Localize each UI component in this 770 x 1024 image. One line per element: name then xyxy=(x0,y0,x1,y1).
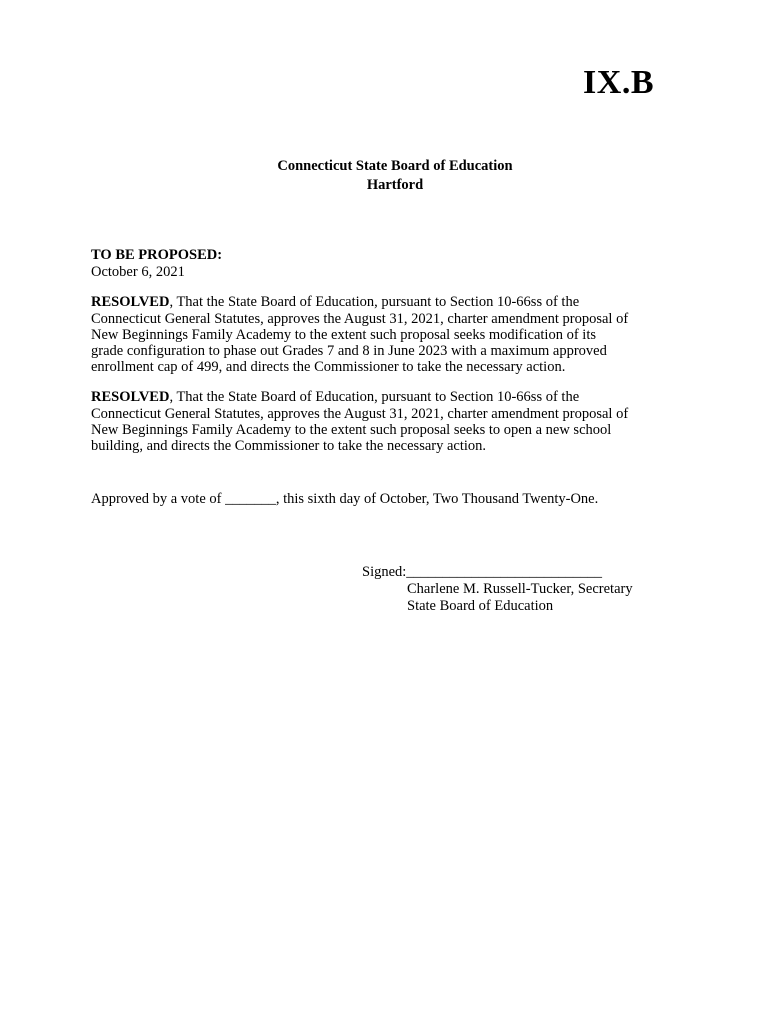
signatory-title: State Board of Education xyxy=(407,598,554,614)
agenda-code: IX.B xyxy=(583,64,654,101)
organization-city: Hartford xyxy=(366,177,424,193)
signatory-name: Charlene M. Russell-Tucker, Secretary xyxy=(407,581,633,597)
resolution-1-line-1: , That the State Board of Education, pursuant to Section 10-66ss of the xyxy=(169,294,580,311)
organization-header xyxy=(0,157,770,195)
organization-name: Connecticut State Board of Education xyxy=(277,158,513,174)
resolution-2-line-1: , That the State Board of Education, pursuant to Section 10-66ss of the xyxy=(169,389,580,406)
resolution-1-line-2: Connecticut General Statutes, approves the August 31, 2021, charter amendment proposal of xyxy=(91,310,629,327)
document-body xyxy=(91,247,671,507)
resolution-1-line-5: enrollment cap of 499, and directs the Commissioner to take the necessary action. xyxy=(91,359,566,376)
meeting-date: October 6, 2021 xyxy=(91,264,185,281)
resolution-2-line-4: building, and directs the Commissioner to take the necessary action. xyxy=(91,438,487,455)
resolution-1-lead: RESOLVED xyxy=(91,294,170,311)
resolution-1-line-3: New Beginnings Family Academy to the extent such proposal seeks modification of its xyxy=(91,326,596,343)
resolution-2 xyxy=(91,389,671,454)
resolution-2-line-2: Connecticut General Statutes, approves the August 31, 2021, charter amendment proposal of xyxy=(91,405,629,422)
resolution-1-line-4: grade configuration to phase out Grades 7 and 8 in June 2023 with a maximum approved xyxy=(91,343,607,360)
signature-line: Signed:___________________________ xyxy=(362,564,603,580)
resolution-2-lead: RESOLVED xyxy=(91,389,170,406)
resolution-1 xyxy=(91,294,671,375)
status-heading: TO BE PROPOSED: xyxy=(91,247,223,263)
resolution-2-line-3: New Beginnings Family Academy to the extent such proposal seeks to open a new school xyxy=(91,421,612,438)
approval-statement: Approved by a vote of _______, this sixth day of October, Two Thousand Twenty-One. xyxy=(91,491,599,508)
signature-block xyxy=(362,564,633,615)
